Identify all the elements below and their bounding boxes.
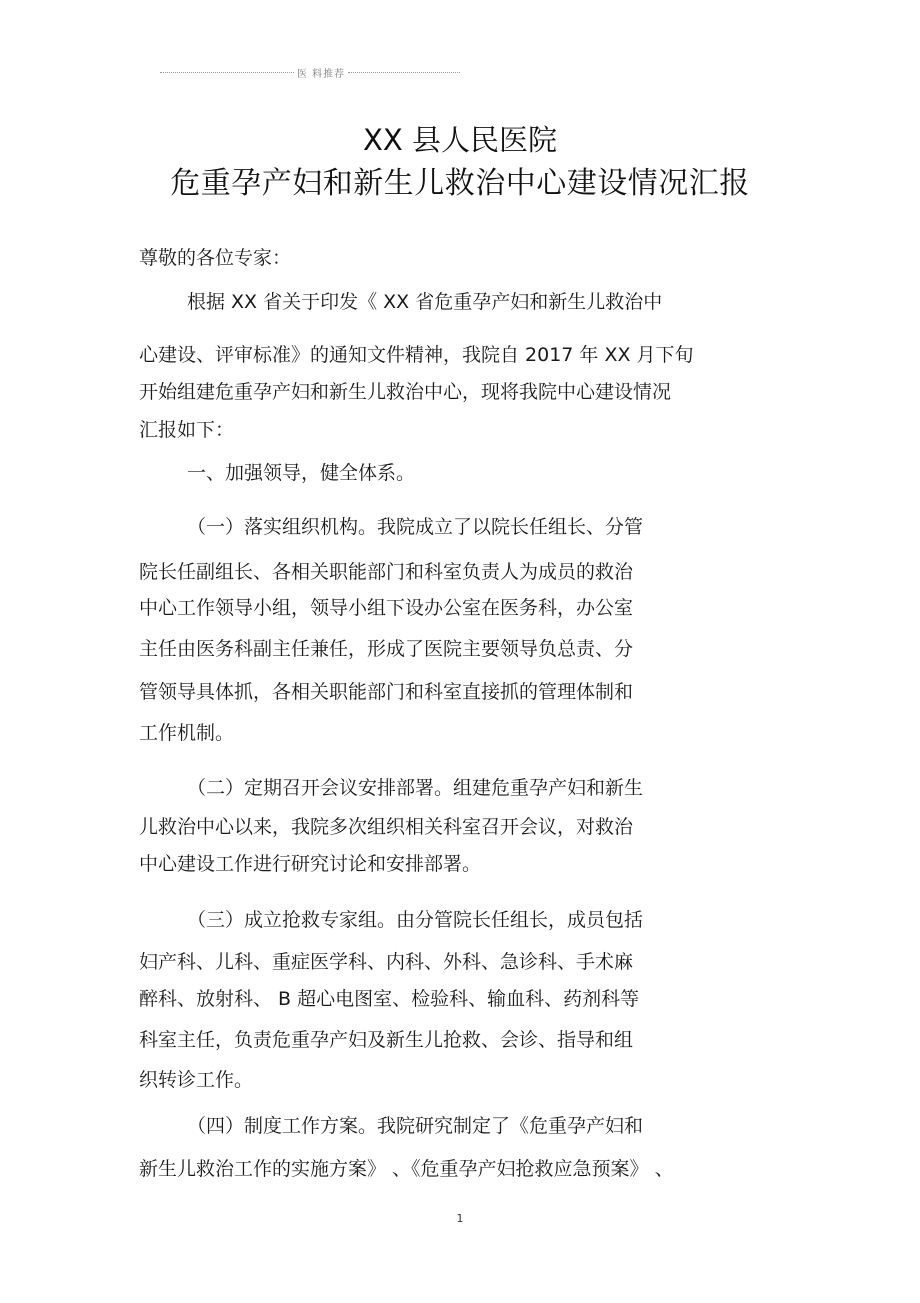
paragraph-3-line-4: 科室主任，负责危重孕产妇及新生儿抢救、会诊、指导和组 [139,1029,634,1051]
paragraph-intro-line-3: 开始组建危重孕产妇和新生儿救治中心，现将我院中心建设情况 [139,381,672,403]
paragraph-1-line-6: 工作机制。 [139,722,235,744]
header-text: 医 料推荐 [297,68,346,80]
salutation: 尊敬的各位专家： [139,247,292,269]
paragraph-2-line-3: 中心建设工作进行研究讨论和安排部署。 [139,853,482,875]
document-title-line-1: XX 县人民医院 [363,123,557,157]
paragraph-1-line-5: 管领导具体抓，各相关职能部门和科室直接抓的管理体制和 [139,681,634,703]
paragraph-3-line-1: （三）成立抢救专家组。由分管院长任组长，成员包括 [187,909,644,931]
section-heading-1: 一、加强领导，健全体系。 [187,462,416,484]
paragraph-1-line-1: （一）落实组织机构。我院成立了以院长任组长、分管 [187,516,644,538]
page-number: 1 [456,1212,464,1225]
paragraph-3-line-5: 织转诊工作。 [139,1069,254,1091]
page-header [160,64,460,80]
paragraph-1-line-3: 中心工作领导小组，领导小组下设办公室在医务科，办公室 [139,597,634,619]
paragraph-intro-line-1: 根据 XX 省关于印发《 XX 省危重孕产妇和新生儿救治中 [187,291,663,313]
document-title-line-2: 危重孕产妇和新生儿救治中心建设情况汇报 [170,166,750,201]
paragraph-4-line-2: 新生儿救治工作的实施方案》 、《危重孕产妇抢救应急预案》 、 [139,1158,674,1180]
paragraph-3-line-3: 醉科、放射科、 B 超心电图室、检验科、输血科、药剂科等 [139,988,640,1010]
header-rule-right [348,72,460,73]
paragraph-intro-line-4: 汇报如下： [139,419,235,441]
paragraph-intro-line-2: 心建设、评审标准》的通知文件精神，我院自 2017 年 XX 月下旬 [139,344,694,366]
paragraph-4-line-1: （四）制度工作方案。我院研究制定了《危重孕产妇和 [187,1115,644,1137]
header-rule-left [160,72,294,73]
paragraph-1-line-2: 院长任副组长、各相关职能部门和科室负责人为成员的救治 [139,561,634,583]
paragraph-2-line-1: （二）定期召开会议安排部署。组建危重孕产妇和新生 [187,777,644,799]
paragraph-1-line-4: 主任由医务科副主任兼任，形成了医院主要领导负总责、分 [139,638,634,660]
paragraph-3-line-2: 妇产科、儿科、重症医学科、内科、外科、急诊科、手术麻 [139,951,634,973]
paragraph-2-line-2: 儿救治中心以来，我院多次组织相关科室召开会议，对救治 [139,816,634,838]
